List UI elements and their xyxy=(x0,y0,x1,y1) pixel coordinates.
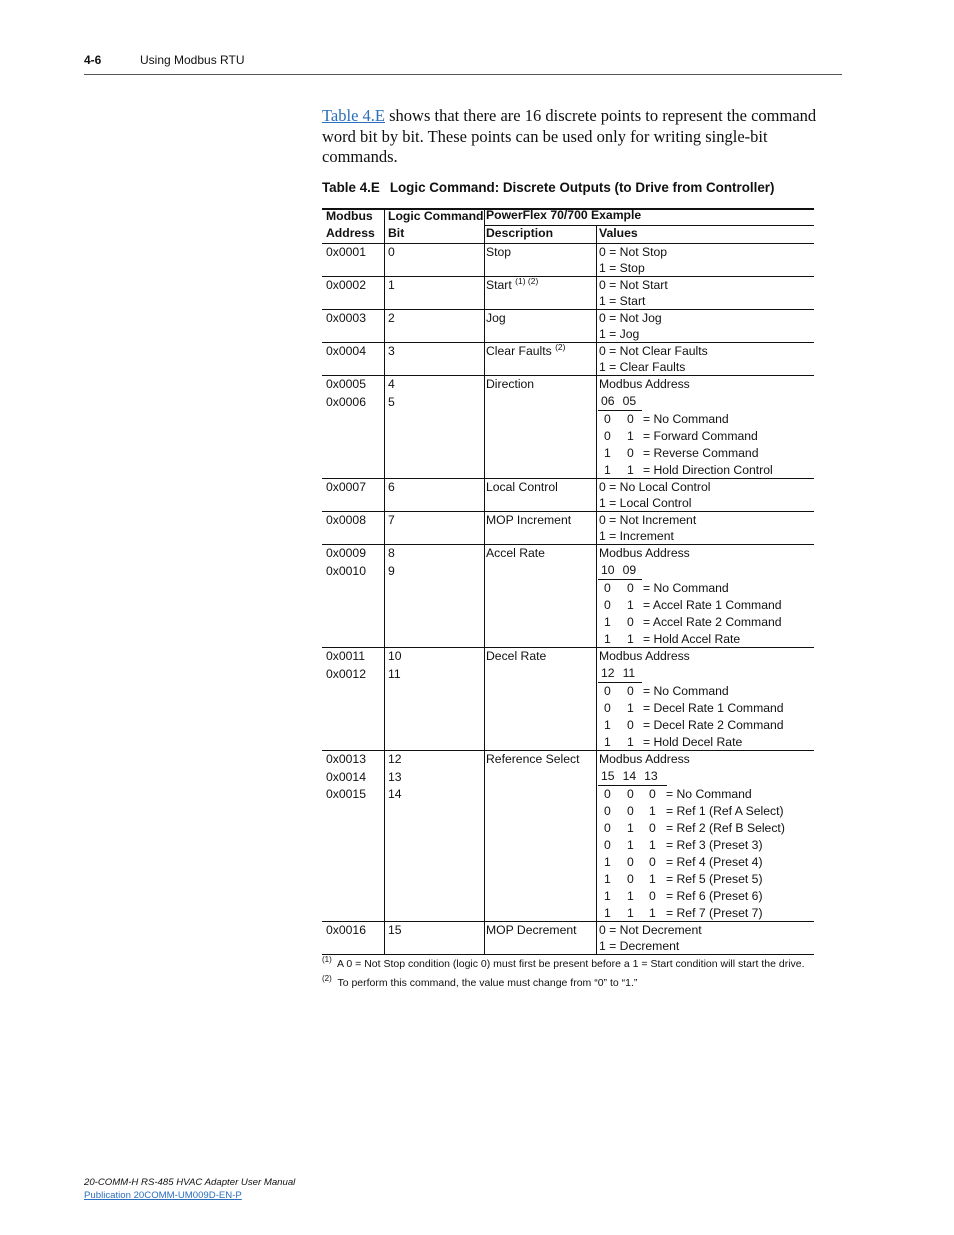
logic-bit-cell: 11 xyxy=(388,666,401,681)
bit-columns xyxy=(601,665,643,682)
modbus-address-cell: 0x0012 xyxy=(326,666,366,681)
value-cell: 0 = Not Clear Faults xyxy=(599,344,708,358)
header-logic-command-bit-2: Bit xyxy=(388,226,405,240)
bit-column-label: 13 xyxy=(644,769,658,783)
logic-bit-cell: 1 xyxy=(388,278,395,292)
modbus-address-cell: 0x0010 xyxy=(326,563,366,578)
column-divider-3 xyxy=(596,225,597,954)
bit-value: 1 xyxy=(649,906,656,920)
value-cell: 0 = Not Start xyxy=(599,278,668,292)
description-text: Clear Faults xyxy=(486,344,552,358)
bit-value: 1 xyxy=(627,906,634,920)
bit-value: 0 xyxy=(604,412,611,426)
bit-value: 1 xyxy=(604,718,611,732)
bit-column-label: 12 xyxy=(601,666,615,680)
footnote-ref: (2) xyxy=(555,342,566,352)
bit-meaning: = No Command xyxy=(643,412,729,426)
row-rule xyxy=(322,375,814,376)
modbus-address-cell: 0x0002 xyxy=(326,278,366,292)
bit-value: 0 xyxy=(604,821,611,835)
bit-value: 1 xyxy=(604,632,611,646)
value-cell: 1 = Increment xyxy=(599,529,674,543)
header-powerflex-group: PowerFlex 70/700 Example xyxy=(486,208,642,222)
bit-meaning: = Accel Rate 2 Command xyxy=(643,615,782,629)
bit-value: 1 xyxy=(627,429,634,443)
modbus-address-cell: 0x0004 xyxy=(326,344,366,358)
bit-column-label: 11 xyxy=(622,666,636,680)
bit-meaning: = Ref 2 (Ref B Select) xyxy=(666,821,785,835)
bit-meaning: = Ref 5 (Preset 5) xyxy=(666,872,763,886)
logic-bit-cell: 15 xyxy=(388,923,402,937)
bit-value: 0 xyxy=(627,718,634,732)
bit-meaning: = Hold Decel Rate xyxy=(643,735,743,749)
footnote-1-text: A 0 = Not Stop condition (logic 0) must first be present before a 1 = Start condition will start the drive. xyxy=(337,958,805,970)
bit-meaning: = Ref 4 (Preset 4) xyxy=(666,855,763,869)
bit-column-label: 05 xyxy=(622,394,637,408)
header-modbus-address: Modbus xyxy=(326,209,373,223)
logic-bit-cell: 2 xyxy=(388,311,395,325)
description-cell xyxy=(486,479,558,496)
description-text: Stop xyxy=(486,245,512,259)
bit-value: 0 xyxy=(649,889,656,903)
footnote-2-text: To perform this command, the value must change from “0” to “1.” xyxy=(337,977,638,989)
bit-value: 0 xyxy=(627,581,634,595)
running-header xyxy=(84,53,245,67)
value-cell: 1 = Jog xyxy=(599,327,640,341)
value-cell: 1 = Stop xyxy=(599,261,645,275)
description-cell xyxy=(486,343,565,360)
bit-meaning: = No Command xyxy=(666,787,752,801)
bit-value: 0 xyxy=(627,872,634,886)
bit-meaning: = Ref 1 (Ref A Select) xyxy=(666,804,784,818)
description-text: Reference Select xyxy=(486,752,580,766)
bit-columns xyxy=(601,768,666,785)
bit-value: 1 xyxy=(604,735,611,749)
header-values: Values xyxy=(599,226,638,240)
bit-value: 0 xyxy=(627,615,634,629)
modbus-address-cell: 0x0009 xyxy=(326,546,366,560)
description-cell xyxy=(486,277,538,294)
value-cell: 1 = Start xyxy=(599,294,646,308)
modbus-address-cell: 0x0008 xyxy=(326,513,366,527)
bit-value: 0 xyxy=(604,598,611,612)
bit-value: 1 xyxy=(627,632,634,646)
bit-value: 1 xyxy=(604,463,611,477)
bit-meaning: = Decel Rate 1 Command xyxy=(643,701,784,715)
bit-value: 0 xyxy=(649,821,656,835)
bit-value: 0 xyxy=(604,787,611,801)
bit-value: 1 xyxy=(604,872,611,886)
description-cell xyxy=(486,310,506,327)
modbus-address-subheader: Modbus Address xyxy=(599,752,690,766)
value-cell: 0 = Not Stop xyxy=(599,245,668,259)
logic-bit-cell: 12 xyxy=(388,752,402,766)
bit-column-label: 10 xyxy=(601,563,615,577)
row-rule xyxy=(322,954,814,955)
table-title: Logic Command: Discrete Outputs (to Drive from Controller) xyxy=(389,180,775,195)
row-rule xyxy=(322,342,814,343)
bit-meaning: = Hold Accel Rate xyxy=(643,632,741,646)
logic-bit-cell: 8 xyxy=(388,546,395,560)
value-cell: 1 = Clear Faults xyxy=(599,360,686,374)
bit-value: 0 xyxy=(649,855,656,869)
bit-value: 0 xyxy=(604,684,611,698)
bit-value: 0 xyxy=(627,855,634,869)
description-text: Jog xyxy=(486,311,506,325)
footnote-2-mark: (2) xyxy=(322,974,332,983)
page-footer xyxy=(84,1176,295,1202)
column-divider-1 xyxy=(384,208,385,954)
bit-value: 0 xyxy=(604,701,611,715)
modbus-address-subheader: Modbus Address xyxy=(599,649,690,663)
logic-bit-cell: 0 xyxy=(388,245,395,259)
description-cell xyxy=(486,648,546,665)
modbus-address-cell: 0x0007 xyxy=(326,480,366,494)
header-description: Description xyxy=(486,226,554,240)
table-caption xyxy=(322,180,774,195)
bit-meaning: = No Command xyxy=(643,581,729,595)
modbus-address-subheader: Modbus Address xyxy=(599,377,690,391)
bit-column-label: 09 xyxy=(622,563,637,577)
description-text: Local Control xyxy=(486,480,558,494)
description-text: Start xyxy=(486,278,512,292)
bit-meaning: = Ref 3 (Preset 3) xyxy=(666,838,763,852)
bit-meaning: = Accel Rate 1 Command xyxy=(643,598,782,612)
bit-value: 1 xyxy=(604,889,611,903)
bit-value: 1 xyxy=(627,598,634,612)
description-cell xyxy=(486,751,580,768)
footnote-1 xyxy=(322,955,805,970)
modbus-address-cell: 0x0011 xyxy=(326,649,366,663)
description-cell xyxy=(486,376,534,393)
bit-value: 0 xyxy=(627,787,634,801)
bit-columns xyxy=(601,562,644,579)
table-label: Table 4.E xyxy=(322,180,380,195)
description-cell xyxy=(486,244,511,261)
footnote-1-mark: (1) xyxy=(322,955,332,964)
bit-column-label: 06 xyxy=(601,394,615,408)
bit-value: 0 xyxy=(627,684,634,698)
logic-bit-cell: 3 xyxy=(388,344,395,358)
value-cell: 1 = Decrement xyxy=(599,939,680,953)
bit-value: 1 xyxy=(604,446,611,460)
bit-value: 0 xyxy=(627,412,634,426)
bit-value: 0 xyxy=(604,804,611,818)
bit-value: 0 xyxy=(649,787,656,801)
description-cell xyxy=(486,512,571,529)
header-modbus-address-2: Address xyxy=(326,226,375,240)
bit-value: 1 xyxy=(627,463,634,477)
bit-meaning: = Reverse Command xyxy=(643,446,759,460)
bit-value: 0 xyxy=(604,838,611,852)
bit-column-label: 15 xyxy=(601,769,615,783)
logic-bit-cell: 14 xyxy=(388,787,402,801)
description-text: Direction xyxy=(486,377,535,391)
section-title: Using Modbus RTU xyxy=(140,53,245,67)
description-cell xyxy=(486,922,577,939)
bit-meaning: = No Command xyxy=(643,684,729,698)
bit-value: 1 xyxy=(649,838,656,852)
bit-meaning: = Ref 7 (Preset 7) xyxy=(666,906,763,920)
description-cell xyxy=(486,545,545,562)
bit-value: 1 xyxy=(649,804,656,818)
modbus-address-cell: 0x0005 xyxy=(326,377,366,391)
intro-paragraph xyxy=(322,106,842,168)
logic-bit-cell: 13 xyxy=(388,769,402,784)
bit-meaning: = Ref 6 (Preset 6) xyxy=(666,889,763,903)
logic-bit-cell: 7 xyxy=(388,513,395,527)
logic-bit-cell: 9 xyxy=(388,563,395,578)
row-rule xyxy=(322,544,814,545)
value-cell: 0 = Not Decrement xyxy=(599,923,702,937)
modbus-address-cell: 0x0015 xyxy=(326,787,366,801)
table-link[interactable]: Table 4.E xyxy=(322,106,385,125)
footnote-2 xyxy=(322,974,638,989)
value-cell: 1 = Local Control xyxy=(599,496,692,510)
bit-value: 1 xyxy=(627,701,634,715)
bit-column-label: 14 xyxy=(622,769,637,783)
description-text: Decel Rate xyxy=(486,649,547,663)
description-text: Accel Rate xyxy=(486,546,545,560)
logic-bit-cell: 10 xyxy=(388,649,402,663)
description-text: MOP Increment xyxy=(486,513,572,527)
bit-meaning: = Forward Command xyxy=(643,429,758,443)
column-divider-2 xyxy=(484,208,485,954)
header-group-rule xyxy=(485,225,814,226)
footer-manual-title: 20-COMM-H RS-485 HVAC Adapter User Manual xyxy=(84,1177,296,1188)
page-number: 4-6 xyxy=(84,53,102,67)
header-bottom-rule xyxy=(322,243,814,244)
bit-value: 0 xyxy=(627,446,634,460)
footer-publication-link[interactable]: Publication 20COMM-UM009D-EN-P xyxy=(84,1190,242,1201)
bit-value: 0 xyxy=(604,429,611,443)
bit-value: 1 xyxy=(604,615,611,629)
footnote-ref: (1) (2) xyxy=(515,276,539,286)
value-cell: 0 = No Local Control xyxy=(599,480,711,494)
header-rule xyxy=(84,74,842,75)
logic-bit-cell: 6 xyxy=(388,480,395,494)
bit-value: 1 xyxy=(649,872,656,886)
bit-columns xyxy=(601,393,644,410)
bit-meaning: = Decel Rate 2 Command xyxy=(643,718,784,732)
bit-meaning: = Hold Direction Control xyxy=(643,463,773,477)
bit-value: 1 xyxy=(604,855,611,869)
bit-value: 1 xyxy=(627,889,634,903)
description-text: MOP Decrement xyxy=(486,923,577,937)
value-cell: 0 = Not Increment xyxy=(599,513,697,527)
bit-value: 0 xyxy=(627,804,634,818)
modbus-address-cell: 0x0003 xyxy=(326,311,366,325)
logic-bit-cell: 5 xyxy=(388,394,395,409)
bit-value: 1 xyxy=(604,906,611,920)
modbus-address-cell: 0x0014 xyxy=(326,769,366,784)
modbus-address-cell: 0x0001 xyxy=(326,245,366,259)
bit-value: 1 xyxy=(627,735,634,749)
bit-value: 0 xyxy=(604,581,611,595)
header-logic-command-bit: Logic Command xyxy=(388,209,484,223)
modbus-address-cell: 0x0013 xyxy=(326,752,366,766)
row-rule xyxy=(322,309,814,310)
modbus-address-cell: 0x0006 xyxy=(326,394,366,409)
row-rule xyxy=(322,478,814,479)
modbus-address-subheader: Modbus Address xyxy=(599,546,690,560)
row-rule xyxy=(322,276,814,277)
logic-bit-cell: 4 xyxy=(388,377,395,391)
intro-text: shows that there are 16 discrete points to represent the command word bit by bit. These points can be used only for writing single-bit commands. xyxy=(322,106,817,166)
modbus-address-cell: 0x0016 xyxy=(326,923,366,937)
bit-value: 1 xyxy=(627,821,634,835)
value-cell: 0 = Not Jog xyxy=(599,311,662,325)
bit-value: 1 xyxy=(627,838,634,852)
